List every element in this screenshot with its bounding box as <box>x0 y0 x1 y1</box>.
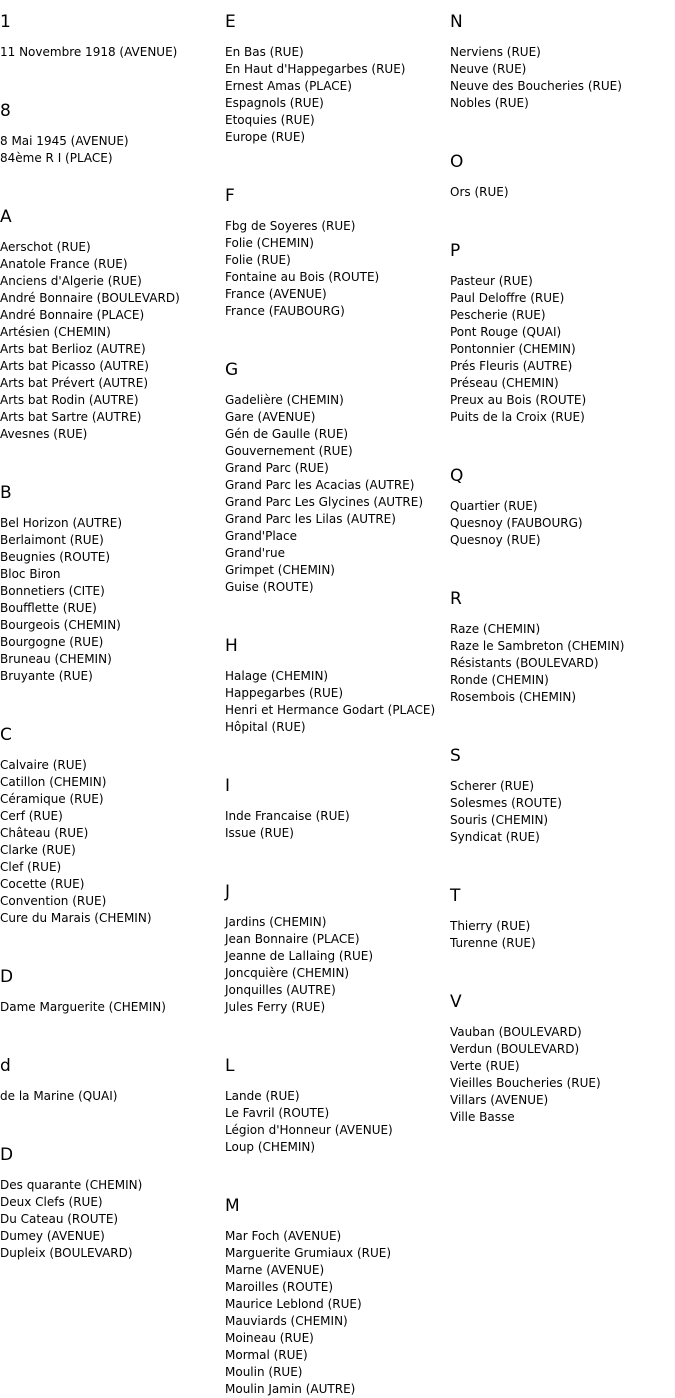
street-link-grand-place[interactable]: Grand'Place <box>225 529 298 543</box>
street-link-boufflette-rue[interactable]: Boufflette (RUE) <box>0 601 97 615</box>
street-link-gouvernement-rue[interactable]: Gouvernement (RUE) <box>225 444 353 458</box>
street-link-vauban-boulevard[interactable]: Vauban (BOULEVARD) <box>450 1025 582 1039</box>
street-link-loup-chemin[interactable]: Loup (CHEMIN) <box>225 1140 316 1154</box>
street-link-chateau-rue[interactable]: Château (RUE) <box>0 826 89 840</box>
street-link-ceramique-rue[interactable]: Céramique (RUE) <box>0 792 104 806</box>
letter-section <box>0 685 225 927</box>
street-list <box>0 757 225 927</box>
section-spacer <box>450 549 675 577</box>
section-spacer <box>450 201 675 229</box>
street-link-verte-rue[interactable]: Verte (RUE) <box>450 1059 520 1073</box>
letter-section <box>0 12 225 61</box>
section-spacer <box>0 443 225 471</box>
section-spacer <box>450 112 675 140</box>
letter-heading: L <box>225 1056 235 1076</box>
street-link-clarke-rue[interactable]: Clarke (RUE) <box>0 843 76 857</box>
street-link-deux-clefs-rue[interactable]: Deux Clefs (RUE) <box>0 1195 103 1209</box>
street-link-pasteur-rue[interactable]: Pasteur (RUE) <box>450 274 533 288</box>
street-link-dupleix-boulevard[interactable]: Dupleix (BOULEVARD) <box>0 1246 133 1260</box>
letter-section <box>0 61 225 167</box>
street-link-bruneau-chemin[interactable]: Bruneau (CHEMIN) <box>0 652 112 666</box>
street-link-verdun-boulevard[interactable]: Verdun (BOULEVARD) <box>450 1042 580 1056</box>
letter-section <box>0 443 225 685</box>
street-list <box>225 44 450 146</box>
street-link-arts-bat-sartre-autre[interactable]: Arts bat Sartre (AUTRE) <box>0 410 142 424</box>
letter-heading: P <box>450 241 461 261</box>
street-link-lande-rue[interactable]: Lande (RUE) <box>225 1089 300 1103</box>
street-link-resistants-boulevard[interactable]: Résistants (BOULEVARD) <box>450 656 599 670</box>
street-link-fontaine-au-bois-route[interactable]: Fontaine au Bois (ROUTE) <box>225 270 380 284</box>
street-link-bourgogne-rue[interactable]: Bourgogne (RUE) <box>0 635 104 649</box>
section-spacer <box>450 706 675 734</box>
street-link-de-la-marine-quai[interactable]: de la Marine (QUAI) <box>0 1089 118 1103</box>
street-link-berlaimont-rue[interactable]: Berlaimont (RUE) <box>0 533 104 547</box>
street-link-bruyante-rue[interactable]: Bruyante (RUE) <box>0 669 93 683</box>
street-link-le-favril-route[interactable]: Le Favril (ROUTE) <box>225 1106 330 1120</box>
section-spacer <box>450 846 675 874</box>
street-link-jardins-chemin[interactable]: Jardins (CHEMIN) <box>225 915 327 929</box>
street-link-andre-bonnaire-boulevard[interactable]: André Bonnaire (BOULEVARD) <box>0 291 180 305</box>
letter-section <box>450 12 675 112</box>
street-link-vieilles-boucheries-rue[interactable]: Vieilles Boucheries (RUE) <box>450 1076 601 1090</box>
street-link-8-mai-1945-avenue[interactable]: 8 Mai 1945 (AVENUE) <box>0 134 129 148</box>
street-link-grand-parc-les-lilas-autre[interactable]: Grand Parc les Lilas (AUTRE) <box>225 512 396 526</box>
street-link-arts-bat-picasso-autre[interactable]: Arts bat Picasso (AUTRE) <box>0 359 149 373</box>
letter-heading: T <box>450 886 461 906</box>
street-link-henri-et-hermance-godart-place[interactable]: Henri et Hermance Godart (PLACE) <box>225 703 436 717</box>
street-link-folie-rue[interactable]: Folie (RUE) <box>225 253 291 267</box>
letter-section <box>450 846 675 952</box>
street-list <box>0 1088 225 1105</box>
street-link-jean-bonnaire-place[interactable]: Jean Bonnaire (PLACE) <box>225 932 360 946</box>
street-list <box>0 44 225 61</box>
letter-section <box>0 1016 225 1105</box>
street-link-moulin-jamin-autre[interactable]: Moulin Jamin (AUTRE) <box>225 1382 356 1396</box>
letter-heading: R <box>450 589 462 609</box>
street-link-bel-horizon-autre[interactable]: Bel Horizon (AUTRE) <box>0 516 123 530</box>
street-link-quesnoy-rue[interactable]: Quesnoy (RUE) <box>450 533 541 547</box>
section-spacer <box>0 61 225 89</box>
street-link-11-novembre-1918-avenue[interactable]: 11 Novembre 1918 (AVENUE) <box>0 45 178 59</box>
street-link-arts-bat-berlioz-autre[interactable]: Arts bat Berlioz (AUTRE) <box>0 342 146 356</box>
street-link-en-haut-d-happegarbes-rue[interactable]: En Haut d'Happegarbes (RUE) <box>225 62 406 76</box>
street-link-ronde-chemin[interactable]: Ronde (CHEMIN) <box>450 673 549 687</box>
street-link-thierry-rue[interactable]: Thierry (RUE) <box>450 919 531 933</box>
index-column <box>225 0 450 1398</box>
letter-heading: d <box>0 1056 11 1076</box>
street-link-happegarbes-rue[interactable]: Happegarbes (RUE) <box>225 686 344 700</box>
street-link-catillon-chemin[interactable]: Catillon (CHEMIN) <box>0 775 107 789</box>
street-link-mar-foch-avenue[interactable]: Mar Foch (AVENUE) <box>225 1229 342 1243</box>
letter-section <box>0 167 225 443</box>
street-link-bourgeois-chemin[interactable]: Bourgeois (CHEMIN) <box>0 618 121 632</box>
street-link-arts-bat-rodin-autre[interactable]: Arts bat Rodin (AUTRE) <box>0 393 139 407</box>
street-list <box>225 392 450 596</box>
section-spacer <box>450 952 675 980</box>
street-link-issue-rue[interactable]: Issue (RUE) <box>225 826 294 840</box>
street-link-legion-d-honneur-avenue[interactable]: Légion d'Honneur (AVENUE) <box>225 1123 393 1137</box>
letter-section <box>225 596 450 736</box>
street-link-cocette-rue[interactable]: Cocette (RUE) <box>0 877 85 891</box>
letter-heading: G <box>225 360 239 380</box>
letter-heading: I <box>225 776 231 796</box>
letter-section <box>225 320 450 596</box>
street-link-neuve-rue[interactable]: Neuve (RUE) <box>450 62 527 76</box>
street-list <box>225 808 450 842</box>
street-link-nerviens-rue[interactable]: Nerviens (RUE) <box>450 45 541 59</box>
letter-heading: V <box>450 992 462 1012</box>
street-link-nobles-rue[interactable]: Nobles (RUE) <box>450 96 529 110</box>
section-spacer <box>225 320 450 348</box>
street-link-quartier-rue[interactable]: Quartier (RUE) <box>450 499 538 513</box>
section-spacer <box>0 685 225 713</box>
section-spacer <box>0 167 225 195</box>
street-link-dame-marguerite-chemin[interactable]: Dame Marguerite (CHEMIN) <box>0 1000 166 1014</box>
letter-heading: O <box>450 152 464 172</box>
letter-heading: M <box>225 1196 240 1216</box>
street-link-scherer-rue[interactable]: Scherer (RUE) <box>450 779 535 793</box>
letter-section <box>450 201 675 426</box>
street-link-grand-rue[interactable]: Grand'rue <box>225 546 286 560</box>
street-link-moineau-rue[interactable]: Moineau (RUE) <box>225 1331 314 1345</box>
letter-heading: 8 <box>0 101 11 121</box>
street-link-des-quarante-chemin[interactable]: Des quarante (CHEMIN) <box>0 1178 143 1192</box>
street-link-raze-le-sambreton-chemin[interactable]: Raze le Sambreton (CHEMIN) <box>450 639 625 653</box>
street-link-grand-parc-rue[interactable]: Grand Parc (RUE) <box>225 461 329 475</box>
street-link-paul-deloffre-rue[interactable]: Paul Deloffre (RUE) <box>450 291 565 305</box>
street-link-preseau-chemin[interactable]: Préseau (CHEMIN) <box>450 376 559 390</box>
street-link-jules-ferry-rue[interactable]: Jules Ferry (RUE) <box>225 1000 326 1014</box>
street-link-inde-francaise-rue[interactable]: Inde Francaise (RUE) <box>225 809 350 823</box>
street-link-pontonnier-chemin[interactable]: Pontonnier (CHEMIN) <box>450 342 576 356</box>
street-list <box>225 668 450 736</box>
street-link-du-cateau-route[interactable]: Du Cateau (ROUTE) <box>0 1212 119 1226</box>
letter-section <box>450 952 675 1126</box>
letter-section <box>225 12 450 146</box>
section-spacer <box>0 1105 225 1133</box>
letter-heading: D <box>0 1145 14 1165</box>
section-spacer <box>225 736 450 764</box>
street-link-quesnoy-faubourg[interactable]: Quesnoy (FAUBOURG) <box>450 516 583 530</box>
street-list <box>225 1228 450 1398</box>
letter-heading: A <box>0 207 12 227</box>
street-link-marguerite-grumiaux-rue[interactable]: Marguerite Grumiaux (RUE) <box>225 1246 392 1260</box>
street-link-mormal-rue[interactable]: Mormal (RUE) <box>225 1348 308 1362</box>
street-link-turenne-rue[interactable]: Turenne (RUE) <box>450 936 536 950</box>
street-link-fbg-de-soyeres-rue[interactable]: Fbg de Soyeres (RUE) <box>225 219 356 233</box>
street-list <box>450 44 675 112</box>
street-link-pescherie-rue[interactable]: Pescherie (RUE) <box>450 308 546 322</box>
street-link-etoquies-rue[interactable]: Etoquies (RUE) <box>225 113 315 127</box>
street-link-neuve-des-boucheries-rue[interactable]: Neuve des Boucheries (RUE) <box>450 79 622 93</box>
letter-heading: E <box>225 12 236 32</box>
street-list <box>225 218 450 320</box>
street-link-calvaire-rue[interactable]: Calvaire (RUE) <box>0 758 87 772</box>
street-link-puits-de-la-croix-rue[interactable]: Puits de la Croix (RUE) <box>450 410 585 424</box>
letter-section <box>0 927 225 1016</box>
street-link-anciens-d-algerie-rue[interactable]: Anciens d'Algerie (RUE) <box>0 274 142 288</box>
section-spacer <box>0 1016 225 1044</box>
street-link-joncquiere-chemin[interactable]: Joncquière (CHEMIN) <box>225 966 350 980</box>
section-spacer <box>450 426 675 454</box>
street-list <box>450 273 675 426</box>
street-list <box>450 184 675 201</box>
street-link-gadeliere-chemin[interactable]: Gadelière (CHEMIN) <box>225 393 344 407</box>
street-list <box>0 515 225 685</box>
index-column <box>0 0 225 1262</box>
street-link-cure-du-marais-chemin[interactable]: Cure du Marais (CHEMIN) <box>0 911 152 925</box>
letter-section <box>225 736 450 842</box>
street-link-jonquilles-autre[interactable]: Jonquilles (AUTRE) <box>225 983 336 997</box>
street-link-guise-route[interactable]: Guise (ROUTE) <box>225 580 314 594</box>
street-link-cerf-rue[interactable]: Cerf (RUE) <box>0 809 63 823</box>
street-link-gen-de-gaulle-rue[interactable]: Gén de Gaulle (RUE) <box>225 427 349 441</box>
street-link-preux-au-bois-route[interactable]: Preux au Bois (ROUTE) <box>450 393 587 407</box>
street-link-gare-avenue[interactable]: Gare (AVENUE) <box>225 410 316 424</box>
street-link-grimpet-chemin[interactable]: Grimpet (CHEMIN) <box>225 563 335 577</box>
street-list <box>0 239 225 443</box>
street-list <box>225 1088 450 1156</box>
street-list <box>450 621 675 706</box>
letter-section <box>0 1105 225 1262</box>
letter-heading: F <box>225 186 235 206</box>
street-link-ors-rue[interactable]: Ors (RUE) <box>450 185 509 199</box>
street-link-artesien-chemin[interactable]: Artésien (CHEMIN) <box>0 325 111 339</box>
section-spacer <box>225 1016 450 1044</box>
letter-heading: J <box>225 882 231 902</box>
section-spacer <box>225 146 450 174</box>
street-link-dumey-avenue[interactable]: Dumey (AVENUE) <box>0 1229 105 1243</box>
street-link-pont-rouge-quai[interactable]: Pont Rouge (QUAI) <box>450 325 562 339</box>
letter-section <box>225 146 450 320</box>
street-list <box>450 1024 675 1126</box>
street-link-beugnies-route[interactable]: Beugnies (ROUTE) <box>0 550 111 564</box>
street-list <box>450 918 675 952</box>
street-list <box>450 498 675 549</box>
street-link-rosembois-chemin[interactable]: Rosembois (CHEMIN) <box>450 690 577 704</box>
street-link-raze-chemin[interactable]: Raze (CHEMIN) <box>450 622 541 636</box>
section-spacer <box>0 927 225 955</box>
street-link-syndicat-rue[interactable]: Syndicat (RUE) <box>450 830 540 844</box>
letter-section <box>450 112 675 201</box>
street-link-aerschot-rue[interactable]: Aerschot (RUE) <box>0 240 91 254</box>
street-link-maroilles-route[interactable]: Maroilles (ROUTE) <box>225 1280 334 1294</box>
street-link-convention-rue[interactable]: Convention (RUE) <box>0 894 107 908</box>
letter-heading: D <box>0 967 14 987</box>
street-link-espagnols-rue[interactable]: Espagnols (RUE) <box>225 96 324 110</box>
street-list <box>450 778 675 846</box>
street-list <box>0 133 225 167</box>
index-column <box>450 0 675 1126</box>
street-link-arts-bat-prevert-autre[interactable]: Arts bat Prévert (AUTRE) <box>0 376 149 390</box>
street-link-anatole-france-rue[interactable]: Anatole France (RUE) <box>0 257 128 271</box>
letter-heading: 1 <box>0 12 11 32</box>
letter-heading: B <box>0 483 12 503</box>
street-link-souris-chemin[interactable]: Souris (CHEMIN) <box>450 813 549 827</box>
street-link-pres-fleuris-autre[interactable]: Prés Fleuris (AUTRE) <box>450 359 573 373</box>
letter-heading: C <box>0 725 12 745</box>
street-link-bloc-biron[interactable]: Bloc Biron <box>0 567 61 581</box>
letter-heading: H <box>225 636 238 656</box>
street-link-moulin-rue[interactable]: Moulin (RUE) <box>225 1365 303 1379</box>
section-spacer <box>225 842 450 870</box>
street-link-ville-basse[interactable]: Ville Basse <box>450 1110 515 1124</box>
street-link-hopital-rue[interactable]: Hôpital (RUE) <box>225 720 306 734</box>
street-link-france-avenue[interactable]: France (AVENUE) <box>225 287 327 301</box>
street-link-clef-rue[interactable]: Clef (RUE) <box>0 860 62 874</box>
street-list <box>0 1177 225 1262</box>
letter-section <box>225 1016 450 1156</box>
street-link-bonnetiers-cite[interactable]: Bonnetiers (CITE) <box>0 584 105 598</box>
street-link-grand-parc-les-acacias-autre[interactable]: Grand Parc les Acacias (AUTRE) <box>225 478 415 492</box>
street-link-grand-parc-les-glycines-autre[interactable]: Grand Parc Les Glycines (AUTRE) <box>225 495 424 509</box>
letter-heading: S <box>450 746 461 766</box>
letter-section <box>450 706 675 846</box>
street-link-halage-chemin[interactable]: Halage (CHEMIN) <box>225 669 329 683</box>
street-link-villars-avenue[interactable]: Villars (AVENUE) <box>450 1093 549 1107</box>
street-link-maurice-leblond-rue[interactable]: Maurice Leblond (RUE) <box>225 1297 362 1311</box>
letter-heading: Q <box>450 466 464 486</box>
street-link-france-faubourg[interactable]: France (FAUBOURG) <box>225 304 345 318</box>
section-spacer <box>225 1156 450 1184</box>
letter-section <box>225 842 450 1016</box>
street-list <box>0 999 225 1016</box>
street-link-jeanne-de-lallaing-rue[interactable]: Jeanne de Lallaing (RUE) <box>225 949 373 963</box>
street-link-en-bas-rue[interactable]: En Bas (RUE) <box>225 45 304 59</box>
street-link-europe-rue[interactable]: Europe (RUE) <box>225 130 306 144</box>
street-link-solesmes-route[interactable]: Solesmes (ROUTE) <box>450 796 562 810</box>
letter-section <box>450 549 675 706</box>
street-link-avesnes-rue[interactable]: Avesnes (RUE) <box>0 427 88 441</box>
letter-section <box>225 1156 450 1398</box>
street-link-marne-avenue[interactable]: Marne (AVENUE) <box>225 1263 325 1277</box>
street-list <box>225 914 450 1016</box>
letter-section <box>450 426 675 549</box>
street-link-mauviards-chemin[interactable]: Mauviards (CHEMIN) <box>225 1314 348 1328</box>
letter-heading: N <box>450 12 463 32</box>
street-link-ernest-amas-place[interactable]: Ernest Amas (PLACE) <box>225 79 352 93</box>
street-link-andre-bonnaire-place[interactable]: André Bonnaire (PLACE) <box>0 308 145 322</box>
street-link-84eme-r-i-place[interactable]: 84ème R I (PLACE) <box>0 151 113 165</box>
street-link-folie-chemin[interactable]: Folie (CHEMIN) <box>225 236 314 250</box>
section-spacer <box>225 596 450 624</box>
